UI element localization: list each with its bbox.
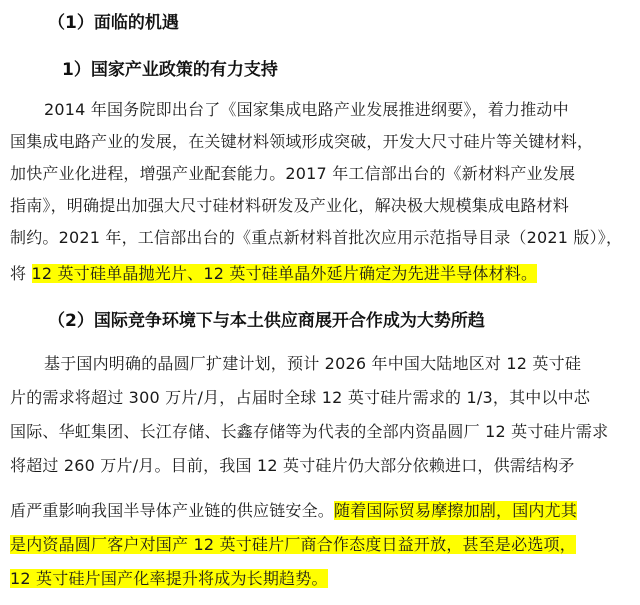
section-title: （1）面临的机遇	[48, 13, 179, 33]
text-plain: 盾严重影响我国半导体产业链的供应链安全。	[10, 501, 335, 520]
paragraph-line	[0, 534, 640, 556]
paragraph-line: 指南》，明确提出加强大尺寸硅材料研发及产业化，解决极大规模集成电路材料	[10, 196, 570, 215]
paragraph-line: 2014 年国务院即出台了《国家集成电路产业发展推进纲要》，着力推动中	[44, 100, 569, 119]
subsection-title-cooperation: （2）国际竞争环境下与本土供应商展开合作成为大势所趋	[48, 311, 485, 331]
subsection-title-policy-support: 1）国家产业政策的有力支持	[62, 60, 278, 80]
paragraph-line: 基于国内明确的晶圆厂扩建计划，预计 2026 年中国大陆地区对 12 英寸硅	[44, 354, 582, 373]
paragraph-line: 片的需求将超过 300 万片/月，占届时全球 12 英寸硅片需求的 1/3，其中以中芯	[10, 388, 591, 407]
paragraph-line	[0, 500, 640, 522]
highlighted-text: 是内资晶圆厂客户对国产 12 英寸硅片厂商合作态度日益开放，甚至是必选项，	[10, 535, 576, 554]
highlighted-text: 随着国际贸易摩擦加剧，国内尤其	[334, 501, 578, 520]
paragraph-line	[0, 263, 640, 285]
highlighted-text: 12 英寸硅片国产化率提升将成为长期趋势。	[10, 569, 328, 588]
paragraph-line: 将超过 260 万片/月。目前，我国 12 英寸硅片仍大部分依赖进口，供需结构矛	[10, 456, 575, 475]
paragraph-line	[0, 568, 640, 590]
paragraph-line: 国集成电路产业的发展，在关键材料领域形成突破，开发大尺寸硅片等关键材料，	[10, 132, 594, 151]
paragraph-line: 加快产业化进程，增强产业配套能力。2017 年工信部出台的《新材料产业发展	[10, 164, 576, 183]
highlighted-text: 12 英寸硅单晶抛光片、12 英寸硅单晶外延片确定为先进半导体材料。	[31, 264, 538, 283]
paragraph-line: 国际、华虹集团、长江存储、长鑫存储等为代表的全部内资晶圆厂 12 英寸硅片需求	[10, 422, 609, 441]
paragraph-line: 制约。2021 年，工信部出台的《重点新材料首批次应用示范指导目录（2021 版）》，	[10, 228, 623, 247]
text-plain: 将	[10, 264, 32, 283]
